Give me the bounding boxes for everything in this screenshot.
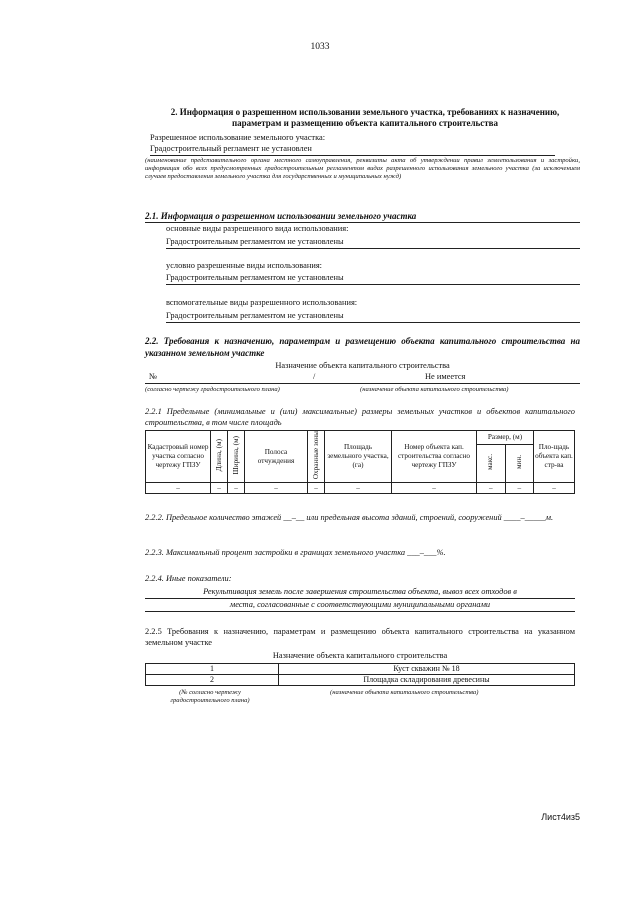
col-strip: Полоса отчуждения bbox=[245, 431, 308, 483]
auxiliary-uses-label: вспомогательные виды разрешенного использования: bbox=[166, 298, 358, 307]
table-row bbox=[146, 483, 575, 494]
section-2-2-3-text: 2.2.3. Максимальный процент застройки в границах земельного участка ___–___%. bbox=[145, 548, 446, 557]
other-indicators-line-1: Рекультивация земель после завершения строительства объекта, вывоз всех отходов в bbox=[145, 587, 575, 599]
other-indicators-line-2: места, согласованные с соответствующими муниципальными органами bbox=[145, 600, 575, 612]
conditional-uses-label: условно разрешенные виды использования: bbox=[166, 261, 323, 270]
page-number: 1033 bbox=[310, 42, 330, 52]
col-area: Площадь земельного участка, (га) bbox=[325, 431, 392, 483]
purpose-name: Куст скважин № 18 bbox=[279, 664, 575, 675]
permitted-use-note: (наименование представительного органа местного самоуправления, реквизиты акта об утверждении правил землепользования и застройки, информация обо всех предусмотренных градостроительным регламентом видах разрешенного использования земельного участка (за исключением случаев предоставления земельного участка для государственных и муниципальных нужд) bbox=[145, 157, 580, 180]
col-width: Ширина, (м) bbox=[228, 431, 245, 483]
table-cell: – bbox=[308, 483, 325, 494]
table-cell: – bbox=[325, 483, 392, 494]
number-sign: № bbox=[149, 372, 157, 381]
purpose-label: Назначение объекта капитального строительства bbox=[275, 361, 450, 370]
permitted-use-value: Градостроительный регламент не установлен bbox=[150, 144, 555, 156]
table-cell: – bbox=[146, 483, 211, 494]
table-row bbox=[146, 675, 575, 686]
section-2-2-title: 2.2. Требования к назначению, параметрам и размещению объекта капитального строительства на указанном земельном участке bbox=[145, 336, 580, 358]
section-2-2-2-text: 2.2.2. Предельное количество этажей __–__ или предельная высота зданий, строений, сооружений ____–_____м. bbox=[145, 513, 554, 522]
purpose-value: Не имеется bbox=[425, 372, 466, 381]
main-uses-value: Градостроительным регламентом не установлены bbox=[166, 237, 580, 249]
conditional-uses-value: Градостроительным регламентом не установлены bbox=[166, 273, 580, 285]
caption-plan-number: (согласно чертежу градостроительного плана) bbox=[145, 386, 280, 393]
table-cell: – bbox=[477, 483, 506, 494]
col-length: Длина, (м) bbox=[211, 431, 228, 483]
sheet-counter: Лист4из5 bbox=[541, 812, 580, 822]
purpose-row bbox=[145, 372, 580, 384]
purpose-table bbox=[145, 663, 575, 686]
purpose-name: Площадка складирования древесины bbox=[279, 675, 575, 686]
section-2-2-4-title: 2.2.4. Иные показатели: bbox=[145, 574, 232, 583]
table-cell: – bbox=[392, 483, 477, 494]
col-max: макс. bbox=[477, 444, 506, 482]
table-row bbox=[146, 664, 575, 675]
col-size: Размер, (м) bbox=[477, 431, 534, 445]
col-object-area: Пло-щадь объекта кап. стр-ва bbox=[534, 431, 575, 483]
col-protect: Охранные зоны bbox=[308, 431, 325, 483]
purpose-label-2: Назначение объекта капитального строительства bbox=[272, 651, 448, 660]
caption-purpose: (назначение объекта капитального строительства) bbox=[360, 386, 509, 393]
table-cell: – bbox=[245, 483, 308, 494]
col-object-number: Номер объекта кап. строительства согласно чертежу ГПЗУ bbox=[392, 431, 477, 483]
table-cell: – bbox=[534, 483, 575, 494]
auxiliary-uses-value: Градостроительным регламентом не установлены bbox=[166, 311, 580, 323]
section-2-2-1-title: 2.2.1 Предельные (минимальные и (или) максимальные) размеры земельных участков и объектов капитального строительства, в том числе площадь bbox=[145, 407, 575, 427]
section-2-title: 2. Информация о разрешенном использовании земельного участка, требованиях к назначению, параметрам и размещению объекта капитального строительства bbox=[170, 107, 560, 128]
caption-plan-number-2: (№ согласно чертежу градостроительного плана) bbox=[170, 689, 250, 704]
caption-purpose-2: (назначение объекта капитального строительства) bbox=[330, 689, 479, 696]
purpose-num: 1 bbox=[146, 664, 279, 675]
main-uses-label: основные виды разрешенного вида использования: bbox=[166, 224, 349, 233]
col-min: мин. bbox=[505, 444, 534, 482]
table-cell: – bbox=[228, 483, 245, 494]
slash: / bbox=[313, 372, 316, 381]
col-cadastral: Кадастровый номер участка согласно чертежу ГПЗУ bbox=[146, 431, 211, 483]
parameters-table bbox=[145, 430, 575, 494]
permitted-use-label: Разрешенное использование земельного участка: bbox=[150, 133, 326, 142]
table-cell: – bbox=[505, 483, 534, 494]
section-2-2-5-title: 2.2.5 Требования к назначению, параметрам и размещению объекта капитального строительства на указанном земельном участке bbox=[145, 627, 575, 647]
table-cell: – bbox=[211, 483, 228, 494]
section-2-1-title: 2.1. Информация о разрешенном использовании земельного участка bbox=[145, 211, 580, 223]
purpose-num: 2 bbox=[146, 675, 279, 686]
